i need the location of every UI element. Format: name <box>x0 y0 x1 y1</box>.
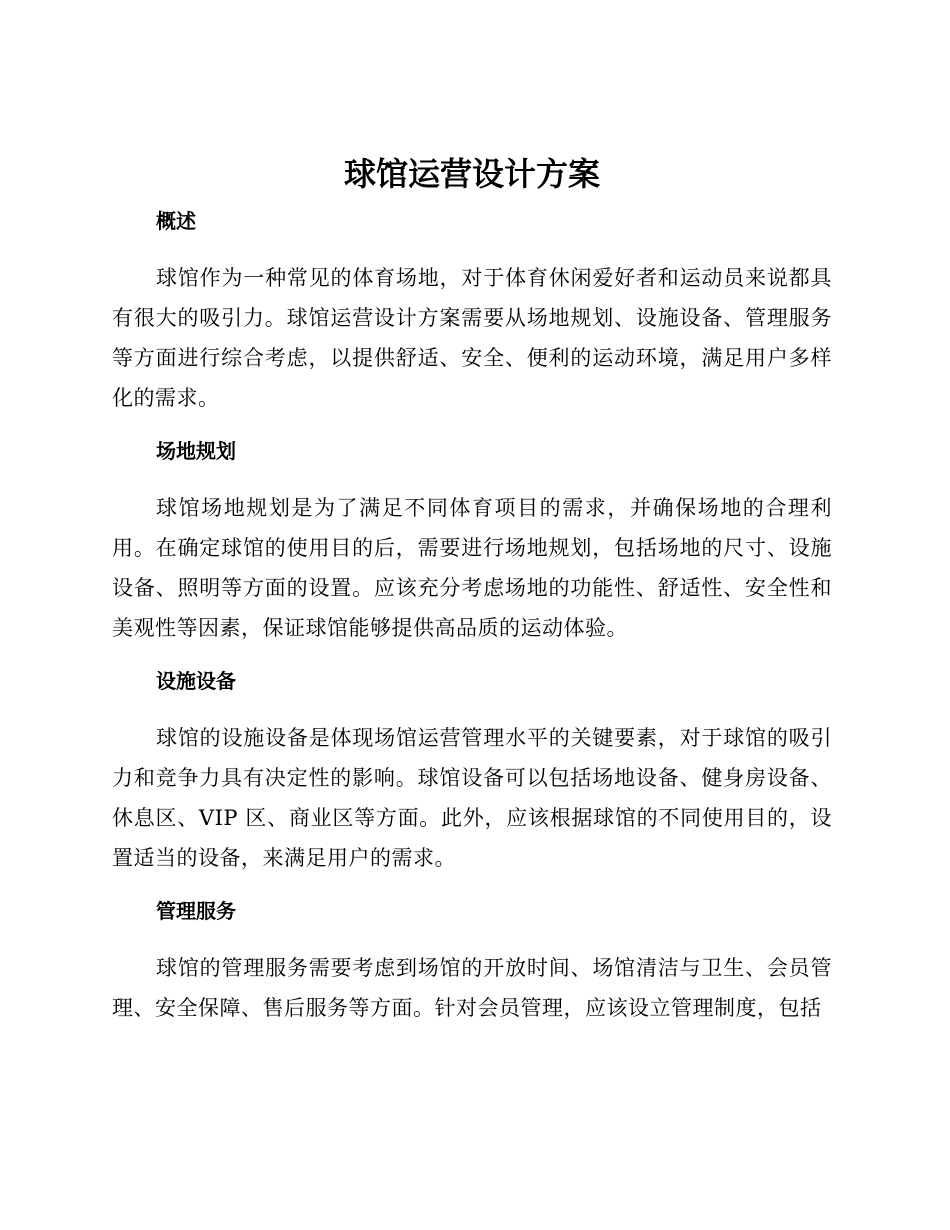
spacer <box>112 932 832 948</box>
document-content <box>112 148 832 1028</box>
section-heading-facilities: 设施设备 <box>156 669 236 693</box>
spacer <box>112 472 832 488</box>
spacer <box>112 648 832 660</box>
spacer <box>112 242 832 258</box>
spacer <box>112 702 832 718</box>
section-body-management: 球馆的管理服务需要考虑到场馆的开放时间、场馆清洁与卫生、会员管理、安全保障、售后服务等方面。针对会员管理，应该设立管理制度，包括 <box>112 956 832 1020</box>
section-body-facilities: 球馆的设施设备是体现场馆运营管理水平的关键要素，对于球馆的吸引力和竞争力具有决定性的影响。球馆设备可以包括场地设备、健身房设备、休息区、VIP 区、商业区等方面。此外，应该根据球馆的不同使用目的，设置适当的设备，来满足用户的需求。 <box>112 726 832 870</box>
spacer <box>112 418 832 430</box>
section-heading-management: 管理服务 <box>156 899 236 923</box>
section-body-site-planning: 球馆场地规划是为了满足不同体育项目的需求，并确保场地的合理利用。在确定球馆的使用目的后，需要进行场地规划，包括场地的尺寸、设施设备、照明等方面的设置。应该充分考虑场地的功能性、舒适性、安全性和美观性等因素，保证球馆能够提供高品质的运动体验。 <box>112 496 832 640</box>
spacer <box>112 878 832 890</box>
section-heading-overview: 概述 <box>156 209 196 233</box>
section-body-overview: 球馆作为一种常见的体育场地，对于体育休闲爱好者和运动员来说都具有很大的吸引力。球馆运营设计方案需要从场地规划、设施设备、管理服务等方面进行综合考虑，以提供舒适、安全、便利的运动环境，满足用户多样化的需求。 <box>112 266 832 410</box>
section-heading-site-planning: 场地规划 <box>156 439 236 463</box>
document-title: 球馆运营设计方案 <box>343 155 600 193</box>
